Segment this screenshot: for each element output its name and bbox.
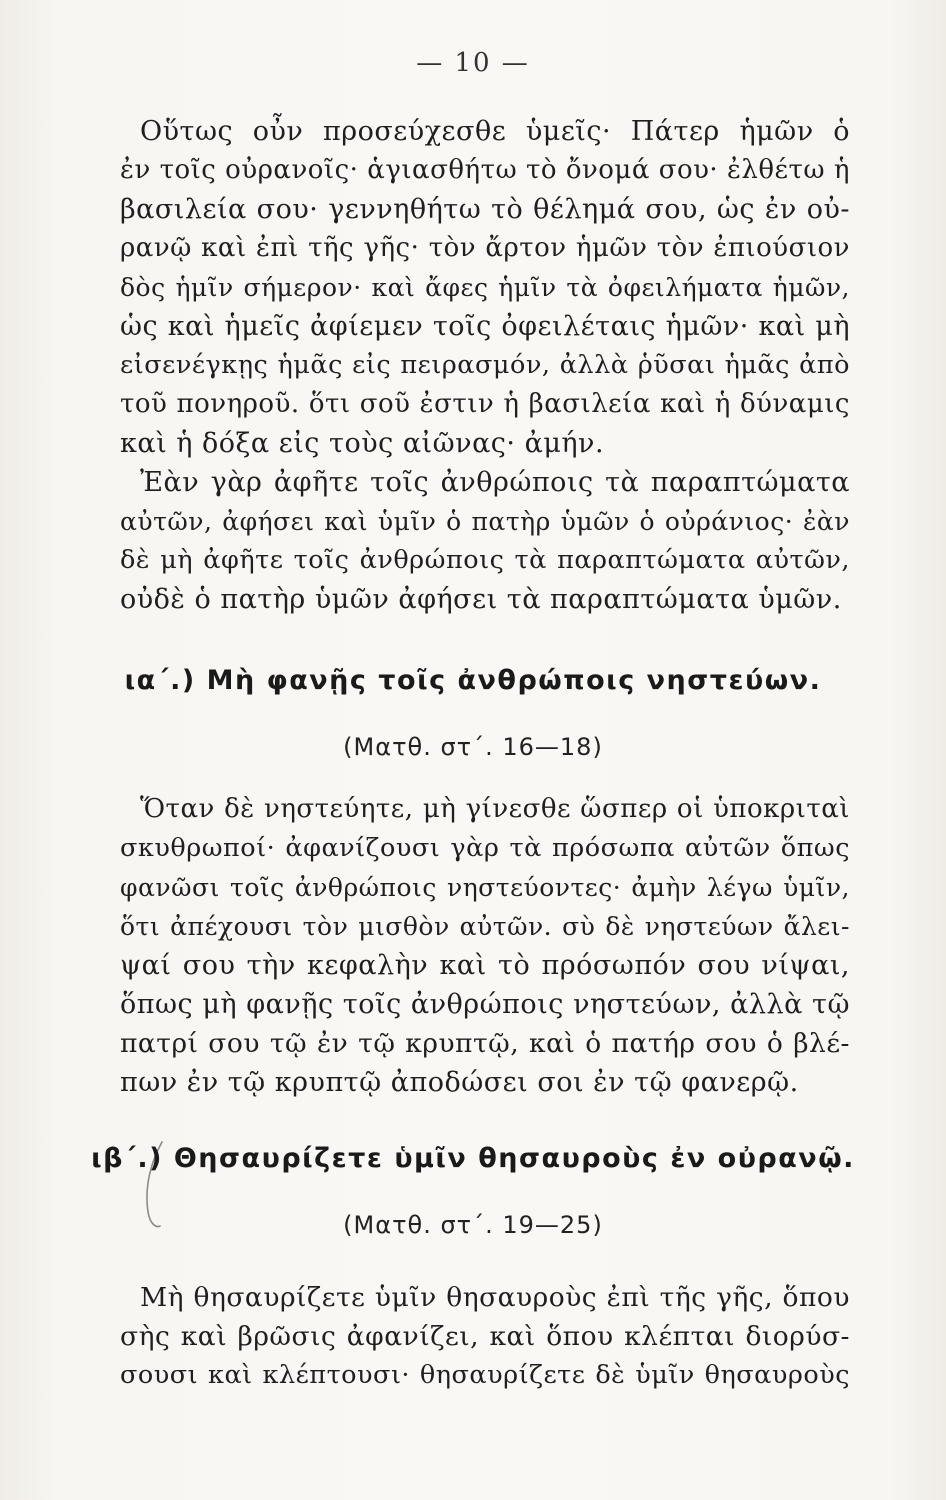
text-line: ὅτι ἀπέχουσι τὸν μισθὸν αὐτῶν. σὺ δὲ νηστεύων ἄλει-: [120, 912, 850, 941]
text-line: Ὅταν δὲ νηστεύητε, μὴ γίνεσθε ὥσπερ οἱ ὑποκριταὶ: [140, 794, 850, 824]
paragraph-fasting: [120, 790, 850, 1102]
text-line: σουσι καὶ κλέπτουσι· θησαυρίζετε δὲ ὑμῖν θησαυροὺς: [120, 1360, 850, 1390]
text-line: δὲ μὴ ἀφῆτε τοῖς ἀνθρώποις τὰ παραπτώματα αὐτῶν,: [120, 545, 850, 575]
section-reference-12: (Ματθ. στ΄. 19—25): [343, 1211, 603, 1239]
text-line: πατρί σου τῷ ἐν τῷ κρυπτῷ, καὶ ὁ πατήρ σου ὁ βλέ-: [120, 1028, 850, 1059]
text-line: εἰσενέγκῃς ἡμᾶς εἰς πειρασμόν, ἀλλὰ ῥῦσαι ἡμᾶς ἀπὸ: [120, 350, 850, 380]
text-line: τοῦ πονηροῦ. ὅτι σοῦ ἐστιν ἡ βασιλεία καὶ ἡ δύναμις: [120, 389, 850, 419]
paragraph-treasures: [120, 1278, 850, 1395]
text-line: ψαί σου τὴν κεφαλὴν καὶ τὸ πρόσωπόν σου νίψαι,: [120, 950, 850, 981]
text-line: σὴς καὶ βρῶσις ἀφανίζει, καὶ ὅπου κλέπται διορύσ-: [120, 1321, 850, 1352]
section-heading-11: ια΄.) Μὴ φανῇς τοῖς ἀνθρώποις νηστεύων.: [124, 665, 822, 696]
text-line: δὸς ἡμῖν σήμερον· καὶ ἄφες ἡμῖν τὰ ὀφειλήματα ἡμῶν,: [120, 273, 850, 302]
text-line: Μὴ θησαυρίζετε ὑμῖν θησαυροὺς ἐπὶ τῆς γῆς, ὅπου: [140, 1282, 850, 1313]
text-line: σκυθρωποί· ἀφανίζουσι γὰρ τὰ πρόσωπα αὐτῶν ὅπως: [120, 833, 850, 863]
text-line: ἐν τοῖς οὐρανοῖς· ἁγιασθήτω τὸ ὄνομά σου· ἐλθέτω ἡ: [120, 155, 850, 185]
text-line: αὐτῶν, ἀφήσει καὶ ὑμῖν ὁ πατὴρ ὑμῶν ὁ οὐράνιος· ἐὰν: [120, 507, 850, 536]
text-line: ρανῷ καὶ ἐπὶ τῆς γῆς· τὸν ἄρτον ἡμῶν τὸν ἐπιούσιον: [120, 233, 850, 263]
text-line: ὅπως μὴ φανῇς τοῖς ἀνθρώποις νηστεύων, ἀλλὰ τῷ: [120, 989, 850, 1020]
paragraph-forgiveness: [120, 463, 850, 619]
text-line: οὐδὲ ὁ πατὴρ ὑμῶν ἀφήσει τὰ παραπτώματα ὑμῶν.: [120, 584, 842, 615]
page-number: — 10 —: [416, 48, 530, 78]
text-line: ὡς καὶ ἡμεῖς ἀφίεμεν τοῖς ὀφειλέταις ἡμῶν· καὶ μὴ: [120, 311, 850, 342]
section-heading-12: ιβ΄.) Θησαυρίζετε ὑμῖν θησαυροὺς ἐν οὐρανῷ.: [91, 1143, 855, 1174]
text-line: βασιλεία σου· γεννηθήτω τὸ θέλημά σου, ὡς ἐν οὐ-: [120, 194, 850, 225]
text-line: πων ἐν τῷ κρυπτῷ ἀποδώσει σοι ἐν τῷ φανερῷ.: [120, 1067, 799, 1098]
paragraph-lords-prayer: [120, 112, 850, 463]
text-line: καὶ ἡ δόξα εἰς τοὺς αἰῶνας· ἀμήν.: [120, 428, 605, 459]
text-line: Ἐὰν γὰρ ἀφῆτε τοῖς ἀνθρώποις τὰ παραπτώματα: [140, 467, 850, 498]
section-reference-11: (Ματθ. στ΄. 16—18): [343, 733, 603, 761]
text-line: Οὕτως οὖν προσεύχεσθε ὑμεῖς· Πάτερ ἡμῶν ὁ: [140, 116, 850, 147]
text-line: φανῶσι τοῖς ἀνθρώποις νηστεύοντες· ἀμὴν λέγω ὑμῖν,: [120, 873, 850, 902]
